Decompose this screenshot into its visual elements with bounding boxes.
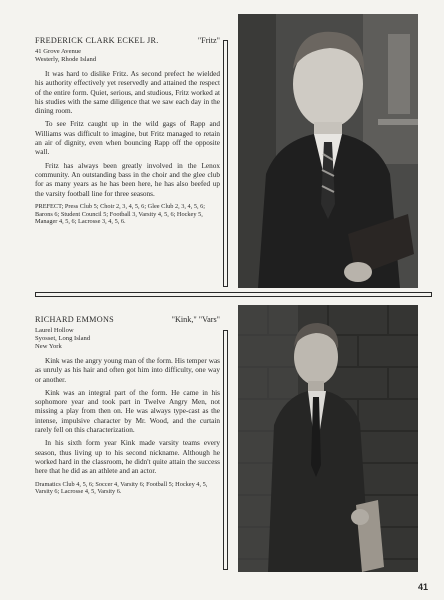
bio-paragraph: Kink was an integral part of the form. He came in his sophomore year and took part in Twelve Angry Men, not missing a play from then on. He was always type-cast as the intense, impulsive character by Mr. Wood, and the curtain rarely fell on this characterization.: [35, 388, 220, 435]
address-line: Syosset, Long Island: [35, 335, 91, 342]
entry-header: [35, 36, 220, 45]
portrait-illustration: [238, 14, 418, 288]
student-biography: [35, 70, 220, 199]
decorative-horizontal-bar: [35, 292, 432, 297]
address-line: Laurel Hollow: [35, 327, 74, 334]
bio-paragraph: Fritz has always been greatly involved in the Lenox community. An outstanding bass in the choir and the glee club for as many years as he has been here, he has also beefed up the varsity football line for three seasons.: [35, 161, 220, 198]
student-activities: Dramatics Club 4, 5, 6; Soccer 4, Varsity 6; Football 5; Hockey 4, 5, Varsity 6; Lacrosse 4, 5, Varsity 6.: [35, 480, 208, 496]
decorative-vertical-bar: [223, 330, 228, 570]
bio-paragraph: In his sixth form year Kink made varsity teams every season, thus living up to his second nickname. Although he worked hard in the classroom, he didn't quite attain the success here that he did as an athlete and an actor.: [35, 439, 220, 476]
student-name: FREDERICK CLARK ECKEL JR.: [35, 36, 159, 45]
student-nickname: "Fritz": [197, 36, 220, 45]
portrait-photo-eckel: [238, 14, 418, 288]
student-name: RICHARD EMMONS: [35, 315, 115, 324]
address-line: New York: [35, 343, 62, 350]
senior-entry-emmons: [35, 315, 220, 496]
decorative-vertical-bar: [223, 40, 228, 287]
address-line: Westerly, Rhode Island: [35, 56, 97, 63]
bio-paragraph: To see Fritz caught up in the wild gags of Rapp and Williams was difficult to imagine, but Fritz managed to retain an air of dignity, even when bouncing Rapp off the opposite wall.: [35, 120, 220, 157]
senior-entry-eckel: [35, 36, 220, 226]
portrait-illustration: [238, 305, 418, 572]
page-number: 41: [417, 582, 428, 592]
student-biography: [35, 357, 220, 477]
bio-paragraph: Kink was the angry young man of the form. His temper was as unruly as his hair and often got him into difficulty, one way or another.: [35, 357, 220, 384]
address-line: 41 Grove Avenue: [35, 48, 82, 55]
student-activities: PREFECT; Press Club 5; Choir 2, 3, 4, 5, 6; Glee Club 2, 3, 4, 5, 6; Barons 6; Student Council 5; Football 3, Varsity 4, 5, 6; Hockey 5, Manager 4, 5, 6; Lacrosse 3, 4, 5, 6.: [35, 202, 206, 226]
student-address: [35, 327, 220, 351]
student-address: [35, 48, 220, 64]
portrait-photo-emmons: [238, 305, 418, 572]
student-nickname: "Kink," "Vars": [171, 315, 220, 324]
bio-paragraph: It was hard to dislike Fritz. As second prefect he wielded his authority effectively yet reservedly and attained the respect of the entire form. Quiet, serious, and studious, Fritz worked at his studies with the same diligence that we saw each day in the dining room.: [35, 70, 220, 116]
entry-header: [35, 315, 220, 324]
